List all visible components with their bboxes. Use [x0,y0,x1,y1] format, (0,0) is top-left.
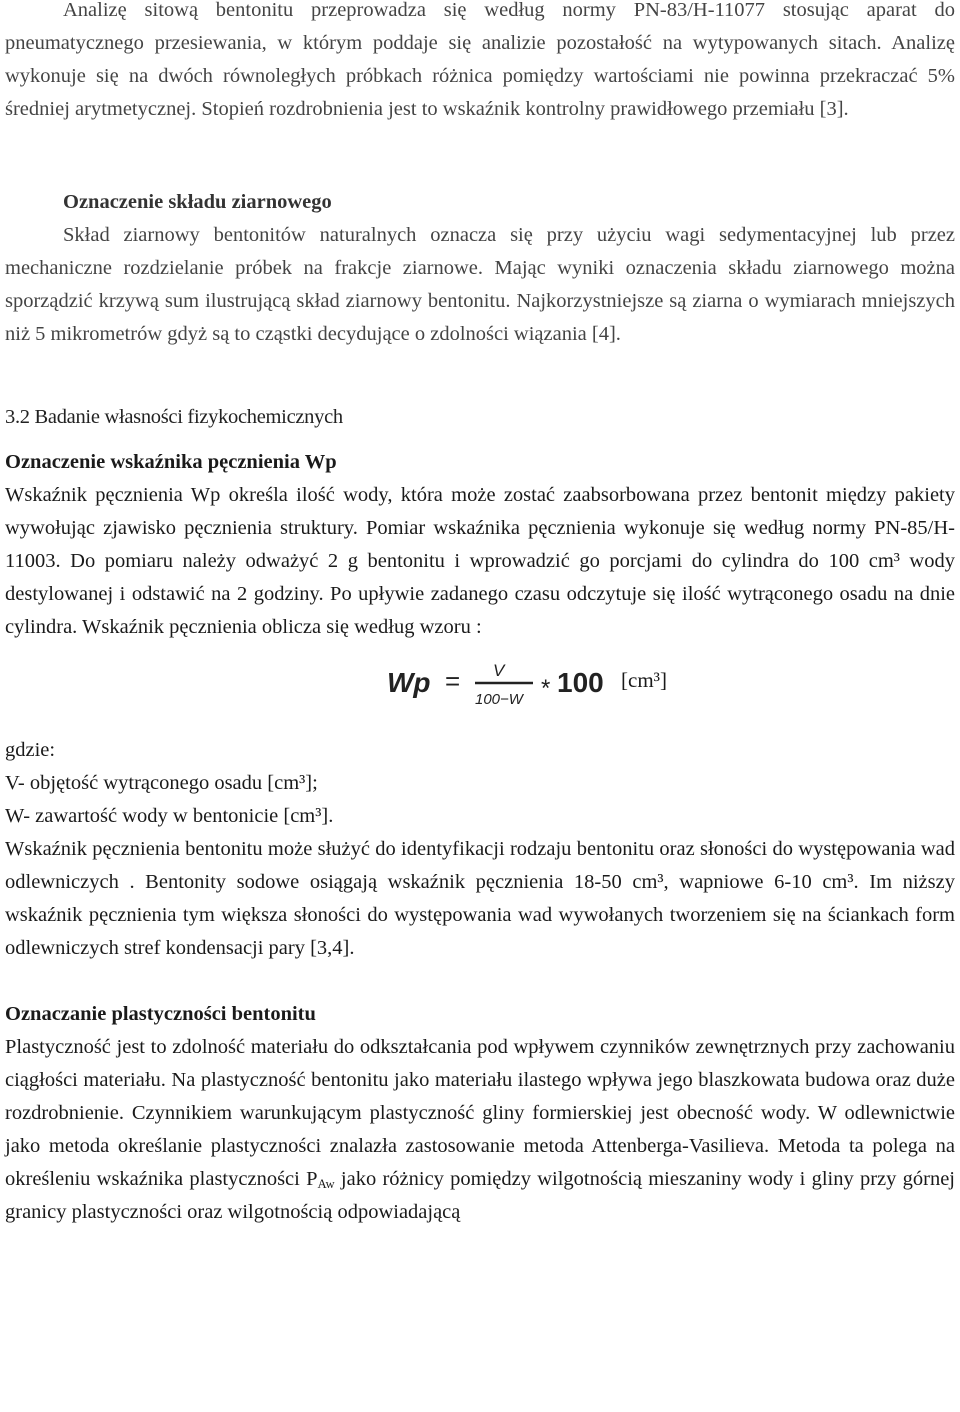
swelling-formula [5,656,955,734]
formula-unit: [cm³] [621,668,667,692]
section-title: 3.2 Badanie własności fizykochemicznych [5,406,343,428]
plasticity-paragraph [5,1031,955,1229]
formula-graphic [381,656,621,716]
formula-denominator: 100−W [475,691,523,708]
intro-paragraph: Analizę sitową bentonitu przeprowadza się według normy PN-83/H-11077 stosując aparat do pneumatycznego przesiewania, w którym poddaje się analizie pozostałość na wytypowanych sitach. Analizę wykonuje się na dwóch równoległych próbkach różnica pomiędzy wartościami nie powinna przekraczać 5% średniej arytmetycznej. Stopień rozdrobnienia jest to wskaźnik kontrolny prawidłowego przemiału [3]. [5,0,955,120]
spacer [5,351,955,401]
plasticity-heading-text: Oznaczanie plastyczności bentonitu [5,1003,316,1025]
plasticity-symbol-subscript: Aw [317,1177,335,1192]
definitions [5,734,955,833]
swelling-paragraph: Wskaźnik pęcznienia Wp określa ilość wody, która może zostać zaabsorbowana przez bentonit między pakiety wywołując zjawisko pęcznienia struktury. Pomiar wskaźnika pęcznienia wykonuje się według normy PN-85/H-11003. Do pomiaru należy odważyć 2 g bentonitu i wprowadzić go porcjami do cylindra do 100 cm³ wody destylowanej i odstawić na 2 godziny. Po upływie zadanego czasu odczytuje się ilość wytrąconego osadu na dnie cylindra. Wskaźnik pęcznienia oblicza się według wzoru : [5,484,955,638]
formula-times: * [541,675,551,702]
formula-equals: = [445,666,461,696]
plasticity-text-end: jako różnicy pomiędzy wilgotnością mieszaniny wody i gliny przy górnej granicy plastyczności oraz wilgotnością odpowiadającą [5,1168,955,1223]
document-page [5,0,955,1229]
where-label: gdzie: [5,739,56,761]
swelling-paragraph-2: Wskaźnik pęcznienia bentonitu może służyć do identyfikacji rodzaju bentonitu oraz słoności do występowania wad odlewniczych . Bentonity sodowe osiągają wskaźnik pęcznienia 18-50 cm³, wapniowe 6-10 cm³. Im niższy wskaźnik pęcznienia tym większa słoności do występowania wad wywołanych tworzeniem się na ściankach form odlewniczych stref kondensacji pary [3,4]. [5,838,955,959]
grain-paragraph: Skład ziarnowy bentonitów naturalnych oznacza się przy użyciu wagi sedymentacyjnej lub przez mechaniczne rozdzielanie próbek na frakcje ziarnowe. Mając wyniki oznaczenia składu ziarnowego można sporządzić krzywą sum ilustrującą skład ziarnowy bentonitu. Najkorzystniejsze są ziarna o wymiarach mniejszych niż 5 mikrometrów gdyż są to cząstki decydujące o zdolności wiązania [4]. [5,224,955,345]
formula-lhs: Wp [387,667,431,698]
plasticity-text-start: Plastyczność jest to zdolność materiału do odkształcania pod wpływem czynników zewnętrznych przy zachowaniu ciągłości materiału. Na plastyczność bentonitu jako materiału ilastego wpływa jego blaszkowata budowa oraz duże rozdrobnienie. Czynnikiem warunkującym plastyczność gliny formierskiej jest obecność wody. W odlewnictwie jako metoda określanie plastyczności znalazła zastosowanie metoda Attenberga-Vasilieva. Metoda ta polega na określeniu wskaźnika plastyczności P [5,1036,955,1190]
definition-w: W- zawartość wody w bentonicie [cm³]. [5,805,334,827]
grain-heading [5,186,955,219]
spacer [5,126,955,186]
formula-factor: 100 [557,667,604,698]
grain-heading-text: Oznaczenie składu ziarnowego [63,191,332,213]
definition-v: V- objętość wytrąconego osadu [cm³]; [5,772,318,794]
swelling-heading-text: Oznaczenie wskaźnika pęcznienia Wp [5,451,337,473]
plasticity-heading [5,998,955,1031]
swelling-heading [5,446,955,479]
spacer [5,965,955,998]
formula-numerator: V [493,661,505,680]
